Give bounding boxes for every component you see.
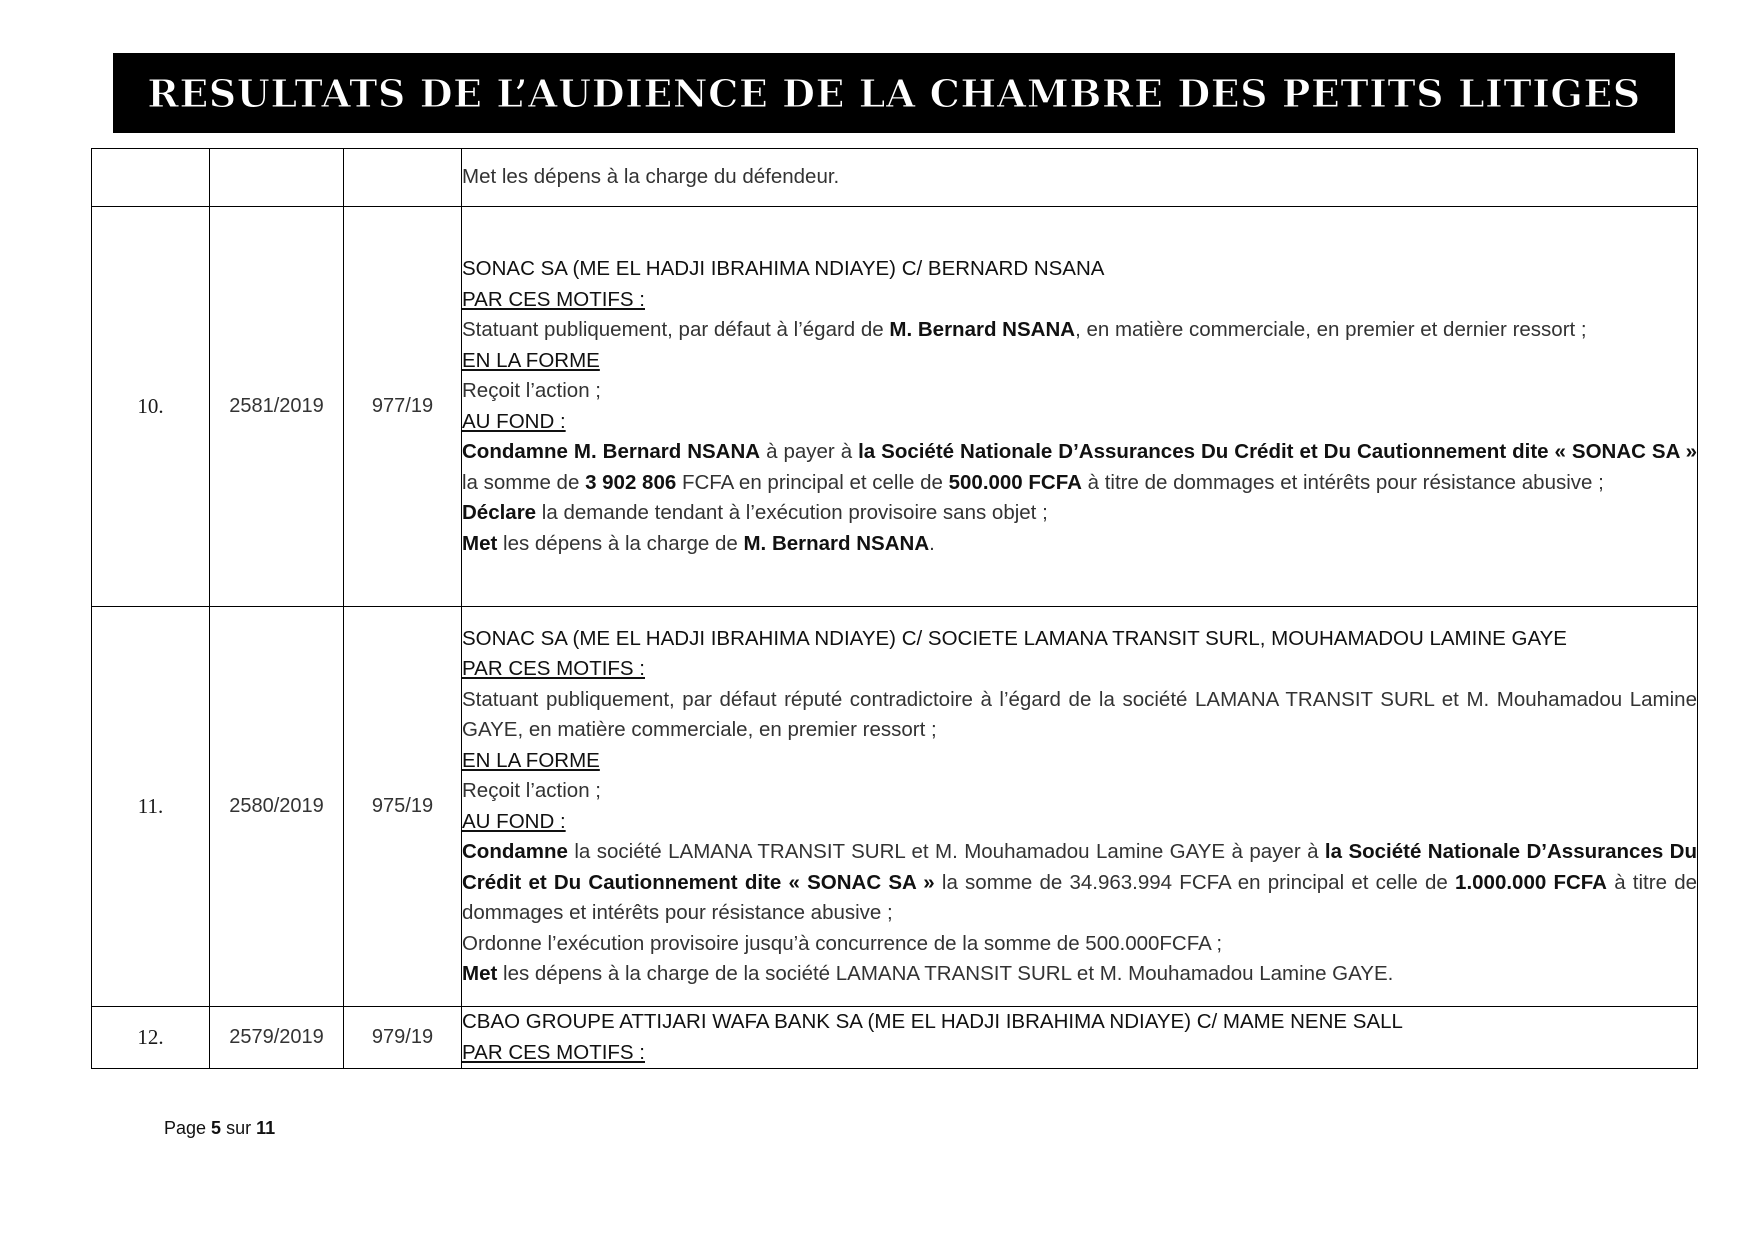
judgment-number: 977/19 xyxy=(344,207,462,607)
text-span: à titre de dommages et intérêts pour résistance abusive ; xyxy=(1081,470,1604,494)
page-footer xyxy=(164,1118,275,1139)
case-number: 12. xyxy=(92,1007,210,1069)
text-span-bold: Met xyxy=(462,531,498,555)
text-span-bold: Condamne M. Bernard NSANA xyxy=(462,440,761,463)
text-span-bold: Condamne xyxy=(462,840,568,863)
case-number: 10. xyxy=(92,207,210,607)
text-span: la somme de 34.963.994 FCFA en principal et celle de xyxy=(934,870,1456,894)
page-title: RESULTATS DE L’AUDIENCE DE LA CHAMBRE DES PETITS LITIGES xyxy=(147,70,1641,116)
rg-number: 2580/2019 xyxy=(210,607,344,1007)
motifs-heading: PAR CES MOTIFS : xyxy=(462,287,645,311)
text-span-bold: Met xyxy=(462,962,498,985)
recoit-line: Reçoit l’action ; xyxy=(462,379,602,402)
forme-heading: EN LA FORME xyxy=(462,348,600,372)
judgment-number xyxy=(344,149,462,207)
text-span-bold: la Société Nationale D’Assurances Du Crédit et Du Cautionnement dite « SONAC SA » xyxy=(462,840,1697,894)
statuant-paragraph xyxy=(462,315,1697,346)
text-span-bold: Déclare xyxy=(462,501,537,524)
parties-line: SONAC SA (ME EL HADJI IBRAHIMA NDIAYE) C/ SOCIETE LAMANA TRANSIT SURL, MOUHAMADOU LAMINE GAYE xyxy=(462,626,1567,650)
statuant-paragraph: Statuant publiquement, par défaut réputé contradictoire à l’égard de la société LAMANA TRANSIT SURL et M. Mouhamadou Lamine GAYE, en matière commerciale, en premier ressort ; xyxy=(462,687,1697,741)
fond-heading: AU FOND : xyxy=(462,809,566,833)
decision-text xyxy=(462,149,1698,207)
table-row xyxy=(92,607,1698,1007)
text-span-bold: la Société Nationale D’Assurances Du Crédit et Du Cautionnement dite « SONAC SA » xyxy=(858,440,1697,463)
declare-line xyxy=(462,498,1697,529)
parties-line: SONAC SA (ME EL HADJI IBRAHIMA NDIAYE) C/ BERNARD NSANA xyxy=(462,257,1105,280)
text-line: Met les dépens à la charge du défendeur. xyxy=(462,165,840,189)
decision-text xyxy=(462,207,1698,607)
text-span-bold: 500.000 FCFA xyxy=(948,470,1082,494)
text-span: FCFA en principal et celle de xyxy=(676,470,949,494)
depens-line xyxy=(462,529,1697,560)
text-span-bold: M. Bernard NSANA xyxy=(889,318,1076,341)
case-number xyxy=(92,149,210,207)
header-banner xyxy=(113,53,1675,133)
parties-line: CBAO GROUPE ATTIJARI WAFA BANK SA (ME EL HADJI IBRAHIMA NDIAYE) C/ MAME NENE SALL xyxy=(462,1010,1403,1033)
rg-number xyxy=(210,149,344,207)
text-span: les dépens à la charge de la société LAMANA TRANSIT SURL et M. Mouhamadou Lamine GAYE. xyxy=(497,962,1394,985)
rg-number: 2579/2019 xyxy=(210,1007,344,1069)
results-table xyxy=(91,148,1698,1069)
condamne-paragraph xyxy=(462,837,1697,929)
table-row xyxy=(92,149,1698,207)
table-row xyxy=(92,1007,1698,1069)
judgment-number: 979/19 xyxy=(344,1007,462,1069)
page-total: 11 xyxy=(256,1118,276,1138)
fond-heading: AU FOND : xyxy=(462,409,566,433)
page-label: Page xyxy=(164,1118,212,1138)
text-span: les dépens à la charge de xyxy=(497,531,744,555)
text-span: Statuant publiquement, par défaut à l’égard de xyxy=(462,318,890,341)
page-sur: sur xyxy=(221,1118,257,1138)
text-span: la société LAMANA TRANSIT SURL et M. Mouhamadou Lamine GAYE à payer à xyxy=(567,840,1325,863)
depens-line xyxy=(462,959,1697,990)
condamne-paragraph xyxy=(462,437,1697,498)
text-span: . xyxy=(929,531,935,555)
ordonne-line: Ordonne l’exécution provisoire jusqu’à concurrence de la somme de 500.000FCFA ; xyxy=(462,931,1223,955)
rg-number: 2581/2019 xyxy=(210,207,344,607)
text-span: la somme de xyxy=(462,470,586,494)
text-span: à titre de dommages et intérêts pour résistance abusive ; xyxy=(462,870,1697,924)
table-row xyxy=(92,207,1698,607)
forme-heading: EN LA FORME xyxy=(462,748,600,772)
decision-text xyxy=(462,607,1698,1007)
decision-text xyxy=(462,1007,1698,1069)
text-span: la demande tendant à l’exécution provisoire sans objet ; xyxy=(536,501,1048,524)
text-span-bold: M. Bernard NSANA xyxy=(743,531,930,555)
text-span: à payer à xyxy=(760,440,859,463)
text-span-bold: 1.000.000 FCFA xyxy=(1455,870,1607,894)
judgment-number: 975/19 xyxy=(344,607,462,1007)
motifs-heading: PAR CES MOTIFS : xyxy=(462,657,645,680)
page-number: 5 xyxy=(211,1118,222,1138)
case-number: 11. xyxy=(92,607,210,1007)
text-span-bold: 3 902 806 xyxy=(585,470,677,494)
recoit-line: Reçoit l’action ; xyxy=(462,779,602,802)
text-span: , en matière commerciale, en premier et dernier ressort ; xyxy=(1075,318,1587,341)
motifs-heading: PAR CES MOTIFS : xyxy=(462,1040,645,1064)
